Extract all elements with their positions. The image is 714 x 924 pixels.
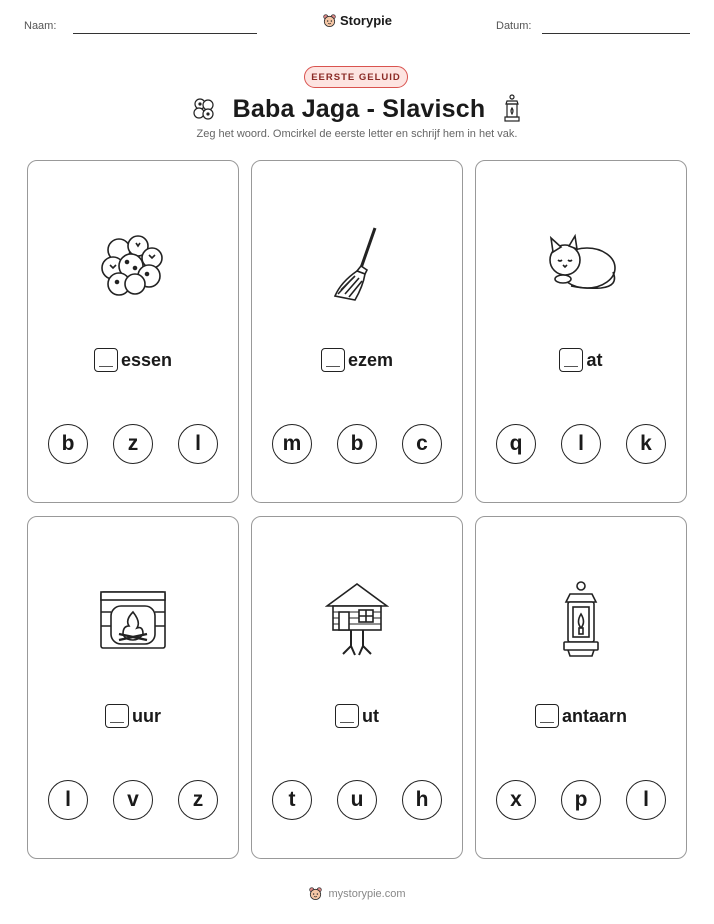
exercise-card bbox=[27, 160, 239, 503]
letter-choices bbox=[496, 780, 666, 820]
answer-box[interactable] bbox=[105, 704, 129, 728]
instructions: Zeg het woord. Omcirkel de eerste letter en schrijf hem in het vak. bbox=[196, 128, 518, 140]
exercise-card bbox=[475, 160, 687, 503]
letter-choices bbox=[272, 780, 442, 820]
letter-choice[interactable]: l bbox=[626, 780, 666, 820]
word-ending: essen bbox=[120, 349, 173, 370]
brand bbox=[0, 13, 714, 33]
brand-name: Storypie bbox=[339, 13, 392, 28]
name-label: Naam: bbox=[24, 20, 57, 32]
letter-choice[interactable]: k bbox=[626, 424, 666, 464]
letter-choice[interactable]: h bbox=[402, 780, 442, 820]
answer-box[interactable] bbox=[94, 348, 118, 372]
letter-choices bbox=[48, 424, 218, 464]
letter-choice[interactable]: v bbox=[113, 780, 153, 820]
word-ending: uur bbox=[132, 705, 161, 726]
storypie-logo-icon bbox=[308, 886, 323, 901]
word-row bbox=[28, 704, 238, 728]
letter-choices bbox=[496, 424, 666, 464]
word-ending: ezem bbox=[347, 349, 394, 370]
broom-icon bbox=[252, 219, 462, 309]
date-line[interactable] bbox=[542, 33, 690, 34]
letter-choices bbox=[272, 424, 442, 464]
title-row bbox=[0, 92, 714, 126]
letter-choice[interactable]: c bbox=[402, 424, 442, 464]
letter-choice[interactable]: z bbox=[178, 780, 218, 820]
letter-choice[interactable]: z bbox=[113, 424, 153, 464]
letter-choice[interactable]: l bbox=[48, 780, 88, 820]
letter-choices bbox=[48, 780, 218, 820]
berries-icon bbox=[28, 219, 238, 309]
letter-choice[interactable]: x bbox=[496, 780, 536, 820]
storypie-logo-icon bbox=[322, 13, 337, 28]
worksheet-title: Baba Jaga - Slavisch bbox=[232, 94, 486, 123]
letter-choice[interactable]: b bbox=[48, 424, 88, 464]
hut-icon bbox=[252, 575, 462, 665]
word-row bbox=[28, 348, 238, 372]
date-label: Datum: bbox=[496, 20, 532, 32]
cat-icon bbox=[476, 219, 686, 309]
word-ending: at bbox=[586, 349, 603, 370]
name-line[interactable] bbox=[73, 33, 257, 34]
letter-choice[interactable]: t bbox=[272, 780, 312, 820]
letter-choice[interactable]: q bbox=[496, 424, 536, 464]
word-row bbox=[252, 704, 462, 728]
exercise-card bbox=[251, 160, 463, 503]
word-ending: ut bbox=[362, 705, 379, 726]
berries-icon bbox=[191, 96, 217, 122]
word-ending: antaarn bbox=[561, 705, 628, 726]
exercise-card bbox=[251, 516, 463, 859]
category-badge: EERSTE GELUID bbox=[304, 66, 408, 88]
exercise-card bbox=[475, 516, 687, 859]
letter-choice[interactable]: p bbox=[561, 780, 601, 820]
letter-choice[interactable]: l bbox=[561, 424, 601, 464]
fireplace-icon bbox=[28, 575, 238, 665]
word-row bbox=[252, 348, 462, 372]
letter-choice[interactable]: m bbox=[272, 424, 312, 464]
exercise-card bbox=[27, 516, 239, 859]
lantern-icon bbox=[501, 94, 523, 124]
letter-choice[interactable]: u bbox=[337, 780, 377, 820]
lantern-icon bbox=[476, 575, 686, 665]
letter-choice[interactable]: l bbox=[178, 424, 218, 464]
word-row bbox=[476, 704, 686, 728]
answer-box[interactable] bbox=[335, 704, 359, 728]
answer-box[interactable] bbox=[535, 704, 559, 728]
answer-box[interactable] bbox=[559, 348, 583, 372]
footer bbox=[0, 886, 714, 906]
answer-box[interactable] bbox=[321, 348, 345, 372]
footer-url: mystorypie.com bbox=[328, 887, 406, 900]
word-row bbox=[476, 348, 686, 372]
letter-choice[interactable]: b bbox=[337, 424, 377, 464]
